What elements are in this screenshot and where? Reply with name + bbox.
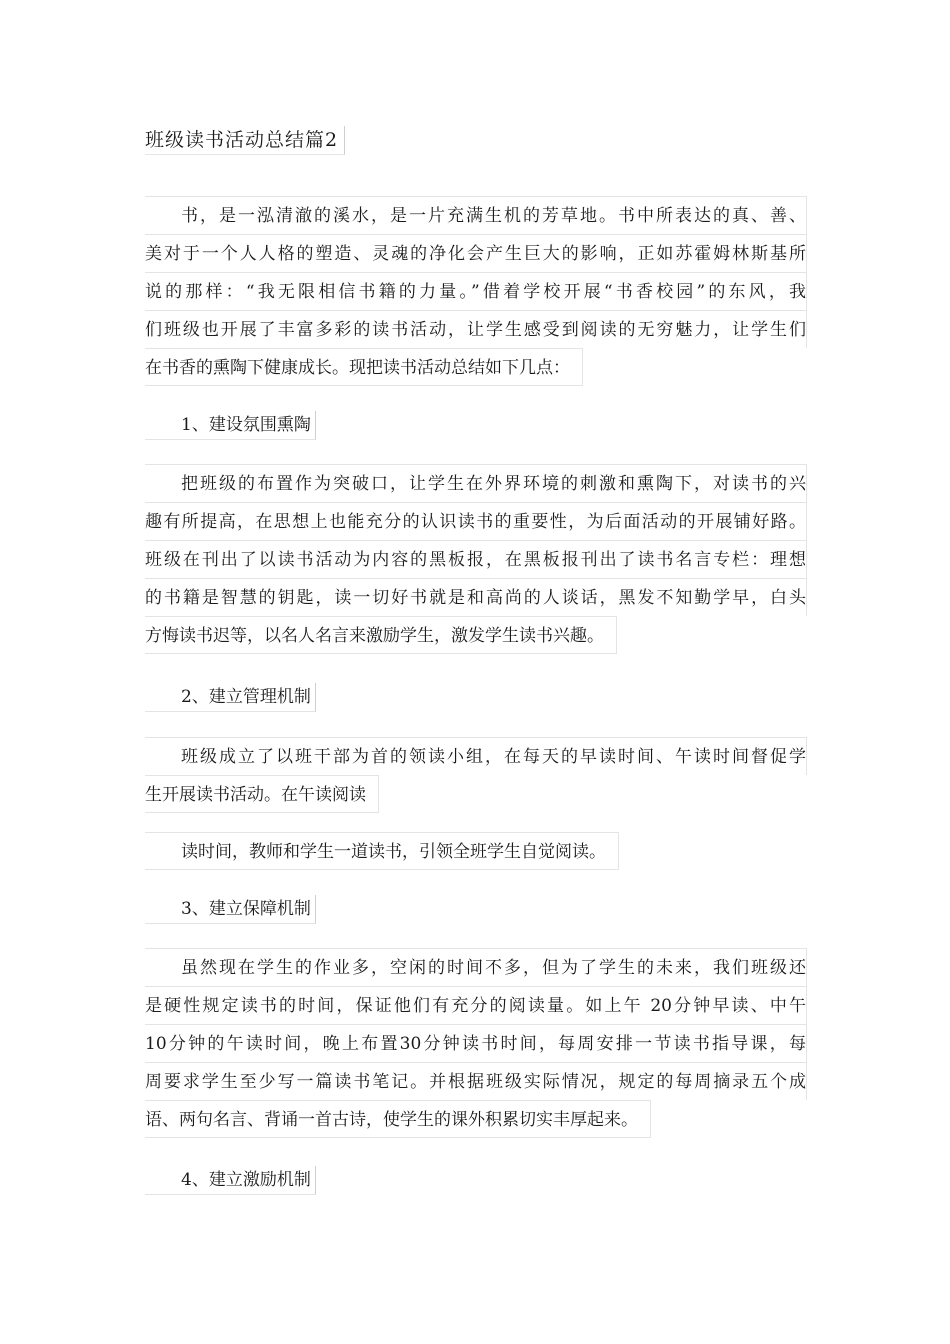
- paragraph-line: 方悔读书迟等，以名人名言来激励学生，激发学生读书兴趣。: [145, 616, 617, 654]
- section-heading-3: 3、建立保障机制: [145, 895, 316, 924]
- paragraph-line: 的书籍是智慧的钥匙，读一切好书就是和高尚的人谈话，黑发不知勤学早，白头: [145, 578, 807, 616]
- paragraph-line: 周要求学生至少写一篇读书笔记。并根据班级实际情况，规定的每周摘录五个成: [145, 1062, 807, 1100]
- paragraph-line: 生开展读书活动。在午读阅读: [145, 775, 379, 813]
- section-heading-1: 1、建设氛围熏陶: [145, 411, 316, 440]
- paragraph-line: 语、两句名言、背诵一首古诗，使学生的课外积累切实丰厚起来。: [145, 1100, 651, 1138]
- paragraph-line: 美对于一个人人格的塑造、灵魂的净化会产生巨大的影响，正如苏霍姆林斯基所: [145, 234, 807, 272]
- paragraph-line: 说的那样：“我无限相信书籍的力量。”借着学校开展“书香校园”的东风，我: [145, 272, 807, 310]
- paragraph-line: 班级在刊出了以读书活动为内容的黑板报，在黑板报刊出了读书名言专栏：理想: [145, 540, 807, 578]
- paragraph-line: 把班级的布置作为突破口，让学生在外界环境的刺激和熏陶下，对读书的兴: [145, 464, 807, 502]
- section-heading-2: 2、建立管理机制: [145, 683, 316, 712]
- paragraph-management: [145, 737, 807, 813]
- paragraph-guarantee: [145, 948, 807, 1138]
- paragraph-line: 读时间，教师和学生一道读书，引领全班学生自觉阅读。: [145, 832, 619, 870]
- document-title: 班级读书活动总结篇2: [145, 126, 345, 155]
- paragraph-line: 书，是一泓清澈的溪水，是一片充满生机的芳草地。书中所表达的真、善、: [145, 196, 807, 234]
- paragraph-line: 在书香的熏陶下健康成长。现把读书活动总结如下几点：: [145, 348, 583, 386]
- paragraph-line: 是硬性规定读书的时间，保证他们有充分的阅读量。如上午 20分钟早读、中午: [145, 986, 807, 1024]
- paragraph-line: 虽然现在学生的作业多，空闲的时间不多，但为了学生的未来，我们班级还: [145, 948, 807, 986]
- paragraph-atmosphere: [145, 464, 807, 654]
- paragraph-line: 10分钟的午读时间，晚上布置30分钟读书时间，每周安排一节读书指导课，每: [145, 1024, 807, 1062]
- paragraph-line: 们班级也开展了丰富多彩的读书活动，让学生感受到阅读的无穷魅力，让学生们: [145, 310, 807, 348]
- paragraph-line: 班级成立了以班干部为首的领读小组，在每天的早读时间、午读时间督促学: [145, 737, 807, 775]
- paragraph-management-cont: [145, 832, 807, 870]
- paragraph-line: 趣有所提高，在思想上也能充分的认识读书的重要性，为后面活动的开展铺好路。: [145, 502, 807, 540]
- paragraph-intro: [145, 196, 807, 386]
- section-heading-4: 4、建立激励机制: [145, 1166, 316, 1195]
